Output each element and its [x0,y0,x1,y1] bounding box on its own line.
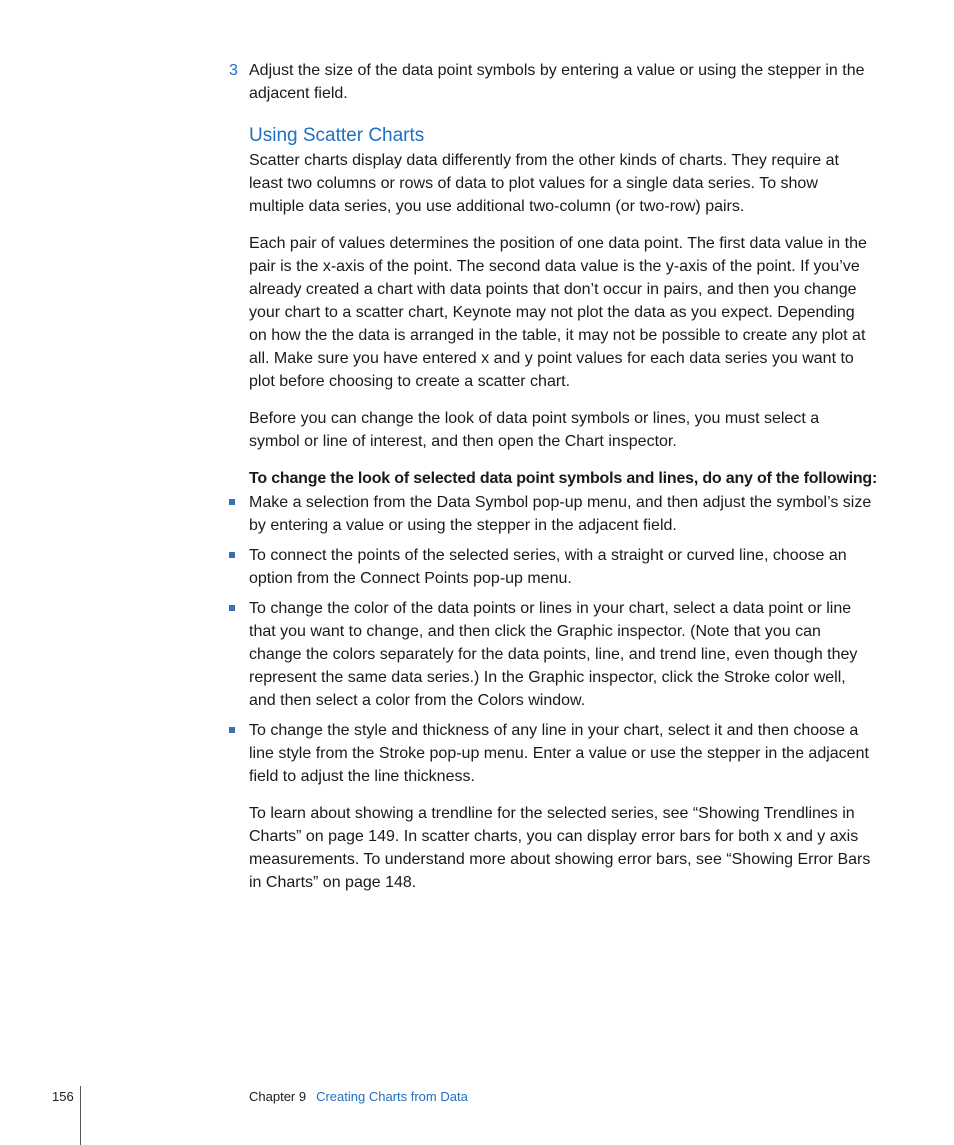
footer-chapter [249,1088,468,1106]
bullet-list [229,491,874,795]
step-item [229,59,874,105]
page-number: 156 [52,1089,74,1104]
bullet-text: To change the style and thickness of any line in your chart, select it and then choose a line style from the Stroke pop-up menu. Enter a value or use the stepper in the adjacent field to adjust the line thickness. [249,722,869,785]
bullet-item [229,597,874,712]
task-heading: To change the look of selected data point symbols and lines, do any of the following: [249,470,878,487]
footer-divider [80,1086,81,1145]
bullet-item [229,491,874,537]
square-bullet-icon [229,499,235,505]
step-number: 3 [229,62,238,79]
bullet-item [229,719,874,788]
body-paragraph: Scatter charts display data differently from the other kinds of charts. They require at least two columns or rows of data to plot values for a single data series. To show multiple data series, you use additional two-column (or two-row) pairs. [249,152,839,215]
step-text: Adjust the size of the data point symbols by entering a value or using the stepper in the adjacent field. [249,62,865,102]
square-bullet-icon [229,605,235,611]
body-paragraph: Each pair of values determines the position of one data point. The first data value in the pair is the x-axis of the point. The second data value is the y-axis of the point. If you’ve already created a chart with data points that don’t occur in pairs, and then you change your chart to a scatter chart, Keynote may not plot the data as you expect. Depending on how the the data is arranged in the table, it may not be possible to create any plot at all. Make sure you have entered x and y point values for each data series you want to plot before choosing to create a scatter chart. [249,235,867,390]
chapter-label: Chapter 9 [249,1089,307,1104]
bullet-text: To connect the points of the selected series, with a straight or curved line, choose an option from the Connect Points pop-up menu. [249,547,847,587]
square-bullet-icon [229,552,235,558]
bullet-text: To change the color of the data points or lines in your chart, select a data point or line that you want to change, and then click the Graphic inspector. (Note that you can change the colors separately for the data points, line, and trend line, even though they represent the same data series.) In the Graphic inspector, click the Stroke color well, and then select a color from the Colors window. [249,600,858,709]
section-heading: Using Scatter Charts [249,125,425,146]
body-paragraph: Before you can change the look of data point symbols or lines, you must select a symbol or line of interest, and then open the Chart inspector. [249,410,820,450]
bullet-text: Make a selection from the Data Symbol pop-up menu, and then adjust the symbol’s size by entering a value or using the stepper in the adjacent field. [249,494,872,534]
bullet-item [229,544,874,590]
square-bullet-icon [229,727,235,733]
chapter-title: Creating Charts from Data [316,1089,468,1104]
closing-paragraph: To learn about showing a trendline for the selected series, see “Showing Trendlines in Charts” on page 149. In scatter charts, you can display error bars for both x and y axis measurements. To understand more about showing error bars, see “Showing Error Bars in Charts” on page 148. [249,805,871,891]
